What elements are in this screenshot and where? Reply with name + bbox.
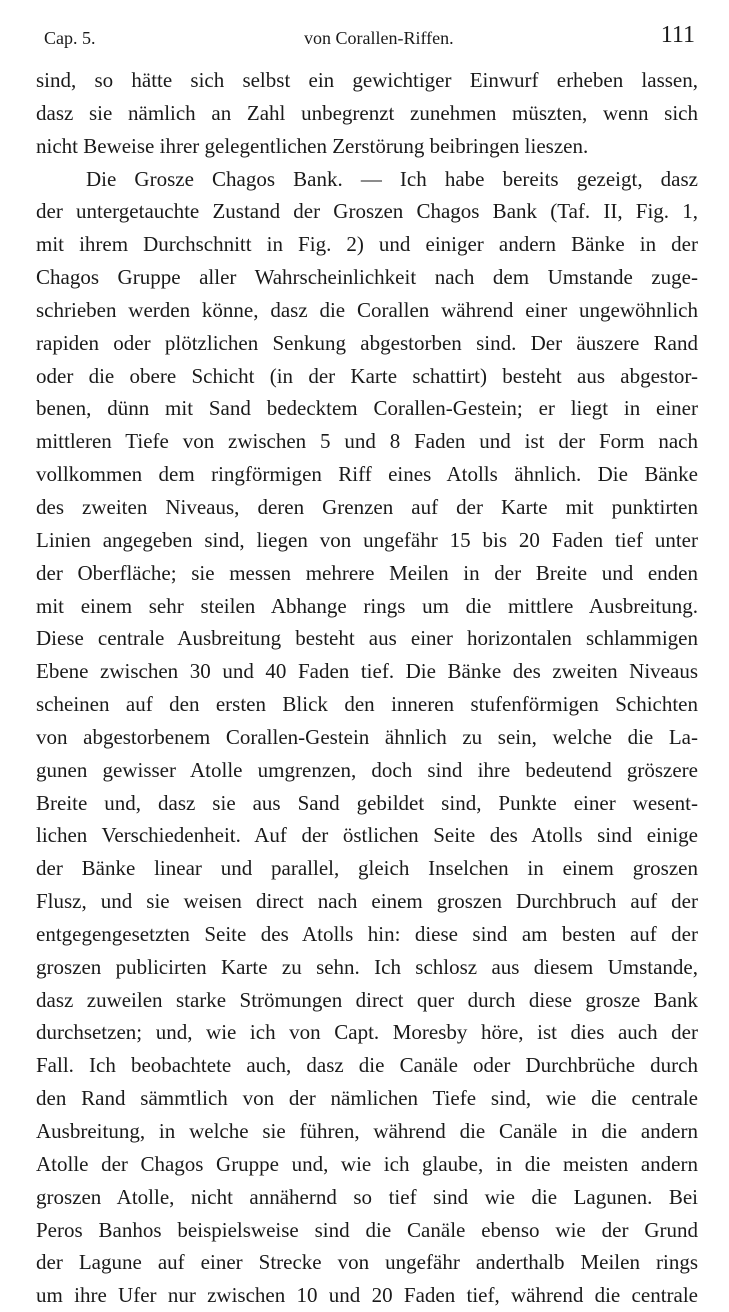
text-line: schrieben werden könne, dasz die Corallen während einer ungewöhnlich (36, 297, 698, 322)
text-line: den Rand sämmtlich von der nämlichen Tiefe sind, wie die centrale (36, 1086, 698, 1111)
text-line: durchsetzen; und, wie ich von Capt. Moresby höre, ist dies auch der (36, 1020, 698, 1045)
text-line: der Lagune auf einer Strecke von ungefähr anderthalb Meilen rings (36, 1250, 698, 1275)
chapter-label: Cap. 5. (44, 28, 96, 48)
text-line: Chagos Gruppe aller Wahrscheinlichkeit nach dem Umstande zuge- (36, 265, 698, 290)
text-line: der untergetauchte Zustand der Groszen Chagos Bank (Taf. II, Fig. 1, (36, 199, 698, 224)
text-line: vollkommen dem ringförmigen Riff eines Atolls ähnlich. Die Bänke (36, 462, 698, 487)
text-line: der Oberfläche; sie messen mehrere Meilen in der Breite und enden (36, 560, 698, 585)
text-line: mit einem sehr steilen Abhange rings um die mittlere Ausbreitung. (36, 593, 698, 618)
text-line: oder die obere Schicht (in der Karte schattirt) besteht aus abgestor- (36, 363, 698, 388)
text-line: Atolle der Chagos Gruppe und, wie ich glaube, in die meisten andern (36, 1151, 698, 1176)
text-line: des zweiten Niveaus, deren Grenzen auf der Karte mit punktirten (36, 494, 698, 519)
text-line: mit ihrem Durchschnitt in Fig. 2) und einiger andern Bänke in der (36, 232, 698, 257)
text-line: von abgestorbenem Corallen-Gestein ähnlich zu sein, welche die La- (36, 724, 698, 749)
text-line: benen, dünn mit Sand bedecktem Corallen-Gestein; er liegt in einer (36, 396, 698, 421)
section-heading-line: Die Grosze Chagos Bank. — Ich habe bereits gezeigt, dasz (86, 166, 698, 191)
text-line: Ausbreitung, in welche sie führen, während die Canäle in die andern (36, 1119, 698, 1143)
running-header (44, 22, 695, 52)
text-line: dasz zuweilen starke Strömungen direct quer durch diese grosze Bank (36, 987, 698, 1012)
text-line: scheinen auf den ersten Blick den inneren stufenförmigen Schichten (36, 692, 698, 717)
text-line: entgegengesetzten Seite des Atolls hin: diese sind am besten auf der (36, 921, 698, 946)
text-line: Peros Banhos beispielsweise sind die Canäle ebenso wie der Grund (36, 1217, 698, 1242)
text-line: Linien angegeben sind, liegen von ungefähr 15 bis 20 Faden tief unter (36, 527, 698, 552)
text-line: Fall. Ich beobachtete auch, dasz die Canäle oder Durchbrüche durch (36, 1053, 698, 1078)
text-line: Flusz, und sie weisen direct nach einem groszen Durchbruch auf der (36, 889, 698, 914)
text-line: sind, so hätte sich selbst ein gewichtiger Einwurf erheben lassen, (36, 68, 698, 92)
text-line: dasz sie nämlich an Zahl unbegrenzt zunehmen müszten, wenn sich (36, 100, 698, 125)
page-number: 111 (660, 22, 695, 48)
text-line: groszen Atolle, nicht annähernd so tief sind wie die Lagunen. Bei (36, 1184, 698, 1209)
text-line: rapiden oder plötzlichen Senkung abgestorben sind. Der äuszere Rand (36, 330, 698, 355)
text-line: um ihre Ufer nur zwischen 10 und 20 Faden tief, während die centrale (36, 1283, 698, 1308)
text-line: Breite und, dasz sie aus Sand gebildet sind, Punkte einer wesent- (36, 790, 698, 815)
body-text (36, 64, 698, 1312)
text-line: Diese centrale Ausbreitung besteht aus einer horizontalen schlammigen (36, 626, 698, 651)
running-title: von Corallen-Riffen. (304, 28, 454, 48)
text-line: der Bänke linear und parallel, gleich Inselchen in einem groszen (36, 856, 698, 881)
text-line: nicht Beweise ihrer gelegentlichen Zerstörung beibringen lieszen. (36, 133, 589, 158)
text-line: Ebene zwischen 30 und 40 Faden tief. Die Bänke des zweiten Niveaus (36, 659, 698, 684)
text-line: gunen gewisser Atolle umgrenzen, doch sind ihre bedeutend gröszere (36, 757, 698, 782)
text-line: mittleren Tiefe von zwischen 5 und 8 Faden und ist der Form nach (36, 429, 698, 454)
text-line: lichen Verschiedenheit. Auf der östlichen Seite des Atolls sind einige (36, 823, 698, 848)
text-line: groszen publicirten Karte zu sehn. Ich schlosz aus diesem Umstande, (36, 954, 698, 979)
